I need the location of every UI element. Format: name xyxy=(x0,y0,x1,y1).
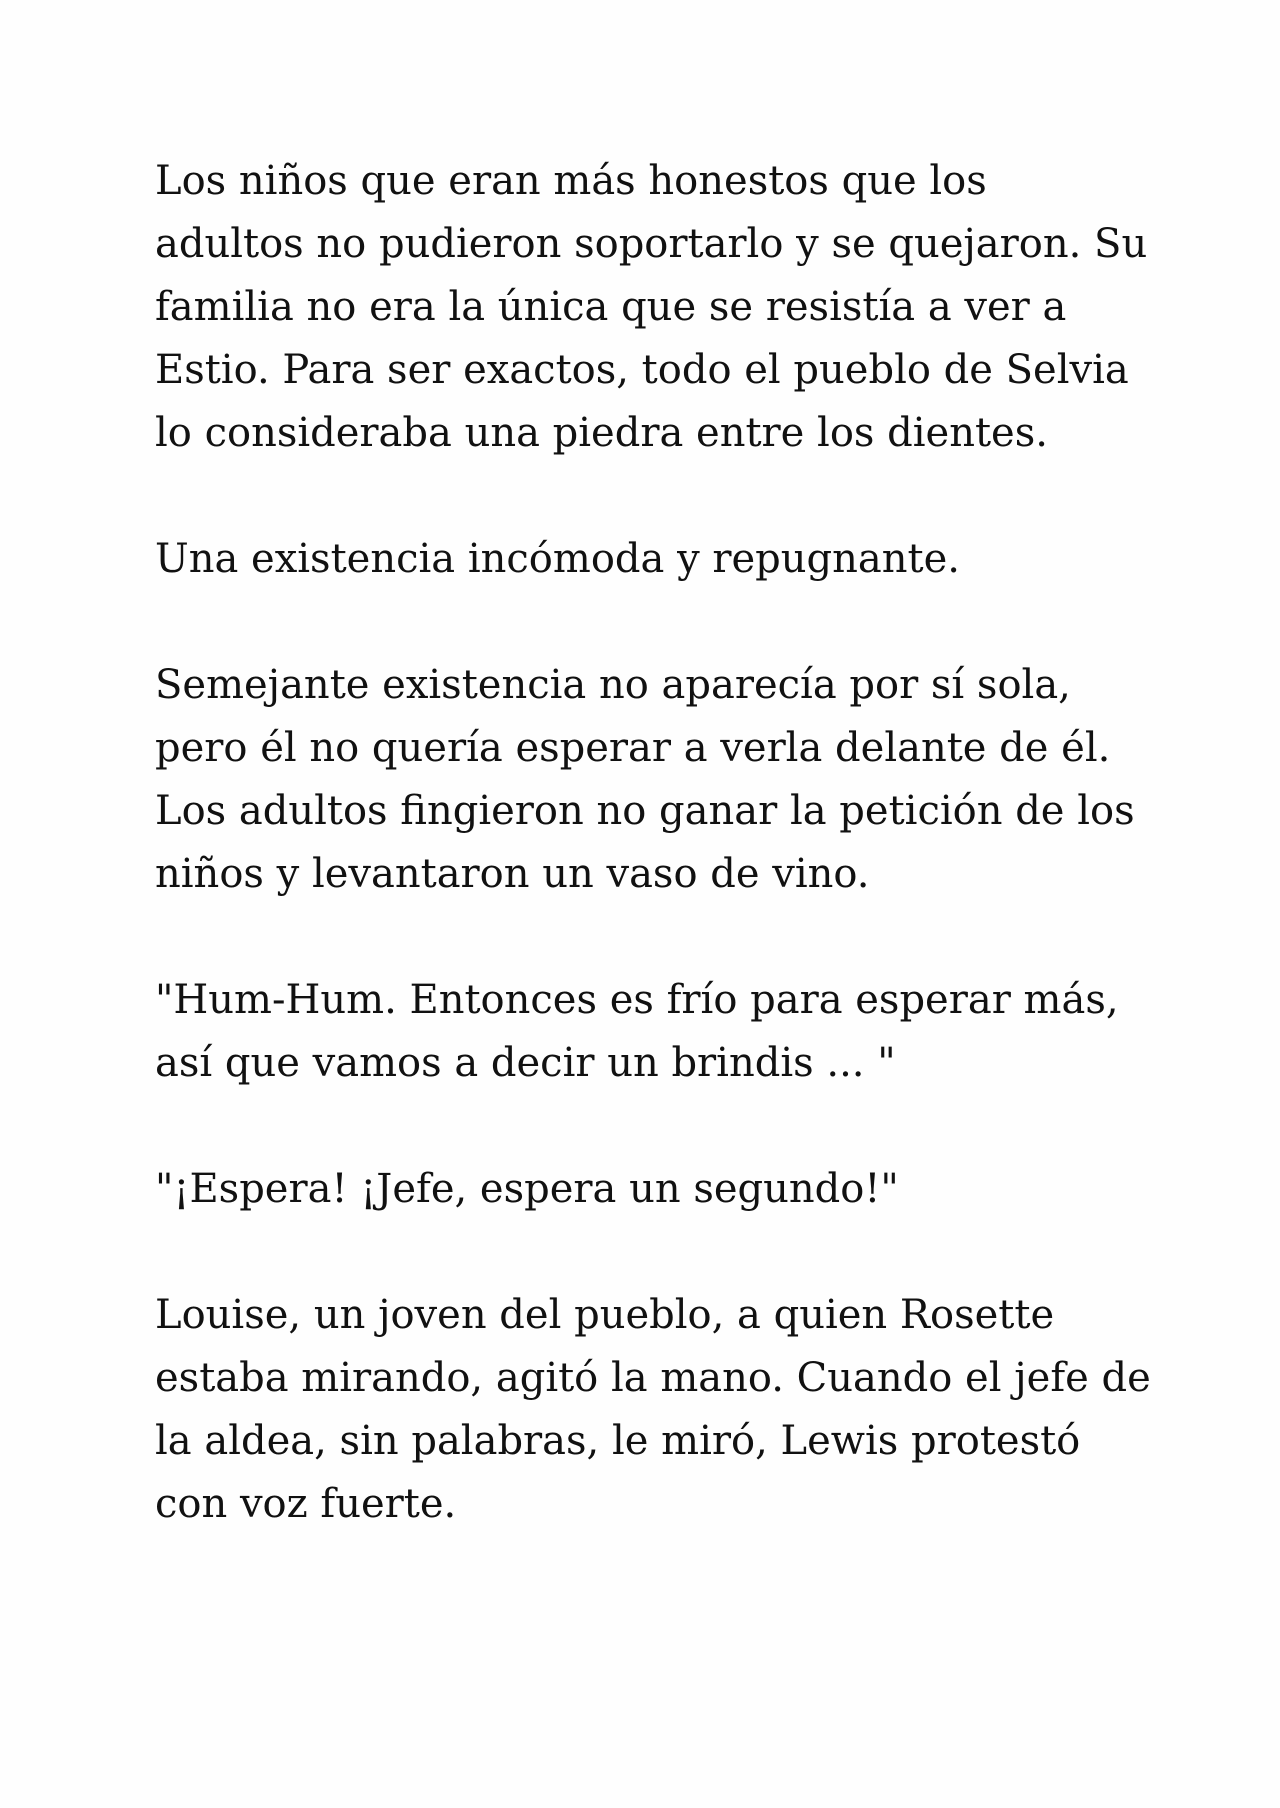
text-line: pero él no quería esperar a verla delante de él. xyxy=(155,725,1111,771)
paragraph-6 xyxy=(155,1284,1151,1536)
paragraph-3 xyxy=(155,654,1135,906)
text-line: con voz fuerte. xyxy=(155,1481,457,1527)
text-line: la aldea, sin palabras, le miró, Lewis protestó xyxy=(155,1418,1081,1464)
paragraph-5 xyxy=(155,1158,1135,1221)
paragraph-1 xyxy=(155,150,1148,465)
text-line: niños y levantaron un vaso de vino. xyxy=(155,851,870,897)
text-line: estaba mirando, agitó la mano. Cuando el jefe de xyxy=(155,1355,1151,1401)
story-text xyxy=(155,150,1151,1599)
text-line: así que vamos a decir un brindis ... " xyxy=(155,1040,896,1086)
text-line: Louise, un joven del pueblo, a quien Rosette xyxy=(155,1292,1055,1338)
paragraph-4 xyxy=(155,969,1135,1095)
text-line: Semejante existencia no aparecía por sí sola, xyxy=(155,662,1071,708)
text-line: adultos no pudieron soportarlo y se quejaron. Su xyxy=(155,221,1148,267)
text-line: lo consideraba una piedra entre los dientes. xyxy=(155,410,1048,456)
text-line: Los adultos fingieron no ganar la petición de los xyxy=(155,788,1135,834)
text-line: Una existencia incómoda y repugnante. xyxy=(155,536,960,582)
text-line: Los niños que eran más honestos que los xyxy=(155,158,987,204)
text-line: familia no era la única que se resistía a ver a xyxy=(155,284,1067,330)
text-line: "Hum-Hum. Entonces es frío para esperar más, xyxy=(155,977,1119,1023)
text-line: Estio. Para ser exactos, todo el pueblo de Selvia xyxy=(155,347,1129,393)
text-line: "¡Espera! ¡Jefe, espera un segundo!" xyxy=(155,1166,899,1212)
paragraph-2 xyxy=(155,528,1135,591)
